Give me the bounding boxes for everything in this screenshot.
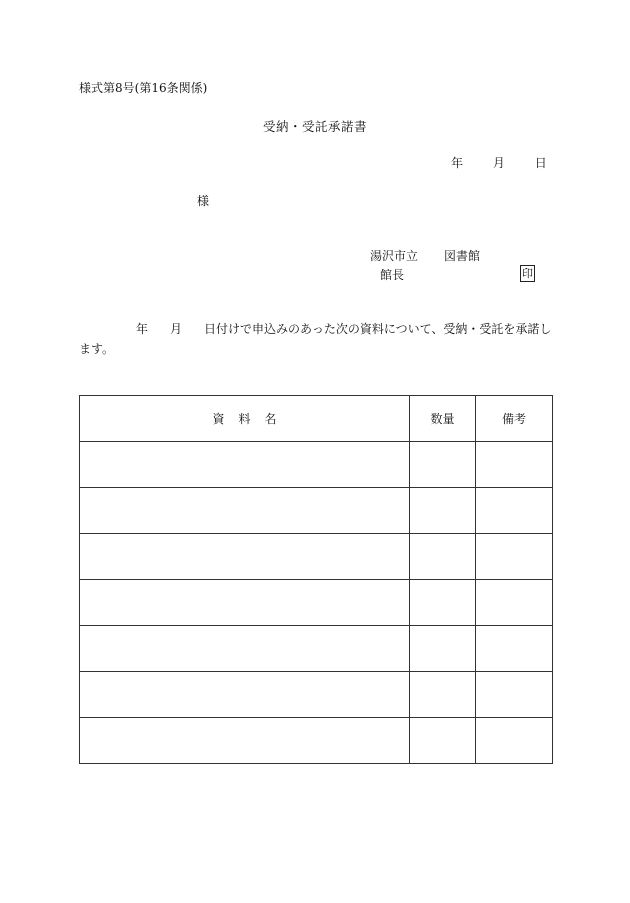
addressee-honorific: 様 xyxy=(197,194,210,208)
form-number: 様式第8号(第16条関係) xyxy=(79,81,208,95)
cell-material-name[interactable] xyxy=(80,488,410,534)
issuer-city: 湯沢市立 xyxy=(370,249,419,263)
date-year-label: 年 xyxy=(451,156,464,170)
table-row xyxy=(80,488,553,534)
body-text-line2: ます。 xyxy=(79,342,115,356)
table-row xyxy=(80,718,553,764)
cell-quantity[interactable] xyxy=(410,672,476,718)
date-month-label: 月 xyxy=(492,156,505,170)
issuer-organization xyxy=(370,249,480,263)
cell-remarks[interactable] xyxy=(476,580,553,626)
date-day-label: 日 xyxy=(534,156,547,170)
table-row xyxy=(80,534,553,580)
cell-material-name[interactable] xyxy=(80,442,410,488)
cell-material-name[interactable] xyxy=(80,672,410,718)
cell-quantity[interactable] xyxy=(410,626,476,672)
cell-material-name[interactable] xyxy=(80,626,410,672)
issuer-library: 図書館 xyxy=(444,249,481,263)
header-material-name-label: 資料名 xyxy=(212,412,291,426)
document-title: 受納・受託承諾書 xyxy=(262,119,367,134)
cell-quantity[interactable] xyxy=(410,488,476,534)
materials-table xyxy=(79,395,553,764)
cell-quantity[interactable] xyxy=(410,442,476,488)
seal-mark: 印 xyxy=(522,267,533,280)
header-remarks: 備考 xyxy=(476,396,553,442)
cell-material-name[interactable] xyxy=(80,580,410,626)
date-line xyxy=(451,156,547,170)
body-month-label: 月 xyxy=(170,322,183,336)
cell-remarks[interactable] xyxy=(476,718,553,764)
cell-remarks[interactable] xyxy=(476,442,553,488)
cell-remarks[interactable] xyxy=(476,534,553,580)
table-row xyxy=(80,672,553,718)
table-row xyxy=(80,442,553,488)
cell-remarks[interactable] xyxy=(476,488,553,534)
cell-quantity[interactable] xyxy=(410,718,476,764)
table-row xyxy=(80,580,553,626)
cell-quantity[interactable] xyxy=(410,580,476,626)
table-row xyxy=(80,626,553,672)
cell-material-name[interactable] xyxy=(80,718,410,764)
table-header-row xyxy=(80,396,553,442)
cell-remarks[interactable] xyxy=(476,672,553,718)
body-text-line1 xyxy=(136,322,551,336)
body-year-label: 年 xyxy=(136,322,149,336)
cell-remarks[interactable] xyxy=(476,626,553,672)
cell-quantity[interactable] xyxy=(410,534,476,580)
header-quantity: 数量 xyxy=(410,396,476,442)
cell-material-name[interactable] xyxy=(80,534,410,580)
header-material-name xyxy=(80,396,410,442)
materials-table-wrapper xyxy=(79,395,552,766)
issuer-title: 館長 xyxy=(380,268,405,282)
body-sentence: 日付けで申込みのあった次の資料について、受納・受託を承諾し xyxy=(204,322,552,336)
